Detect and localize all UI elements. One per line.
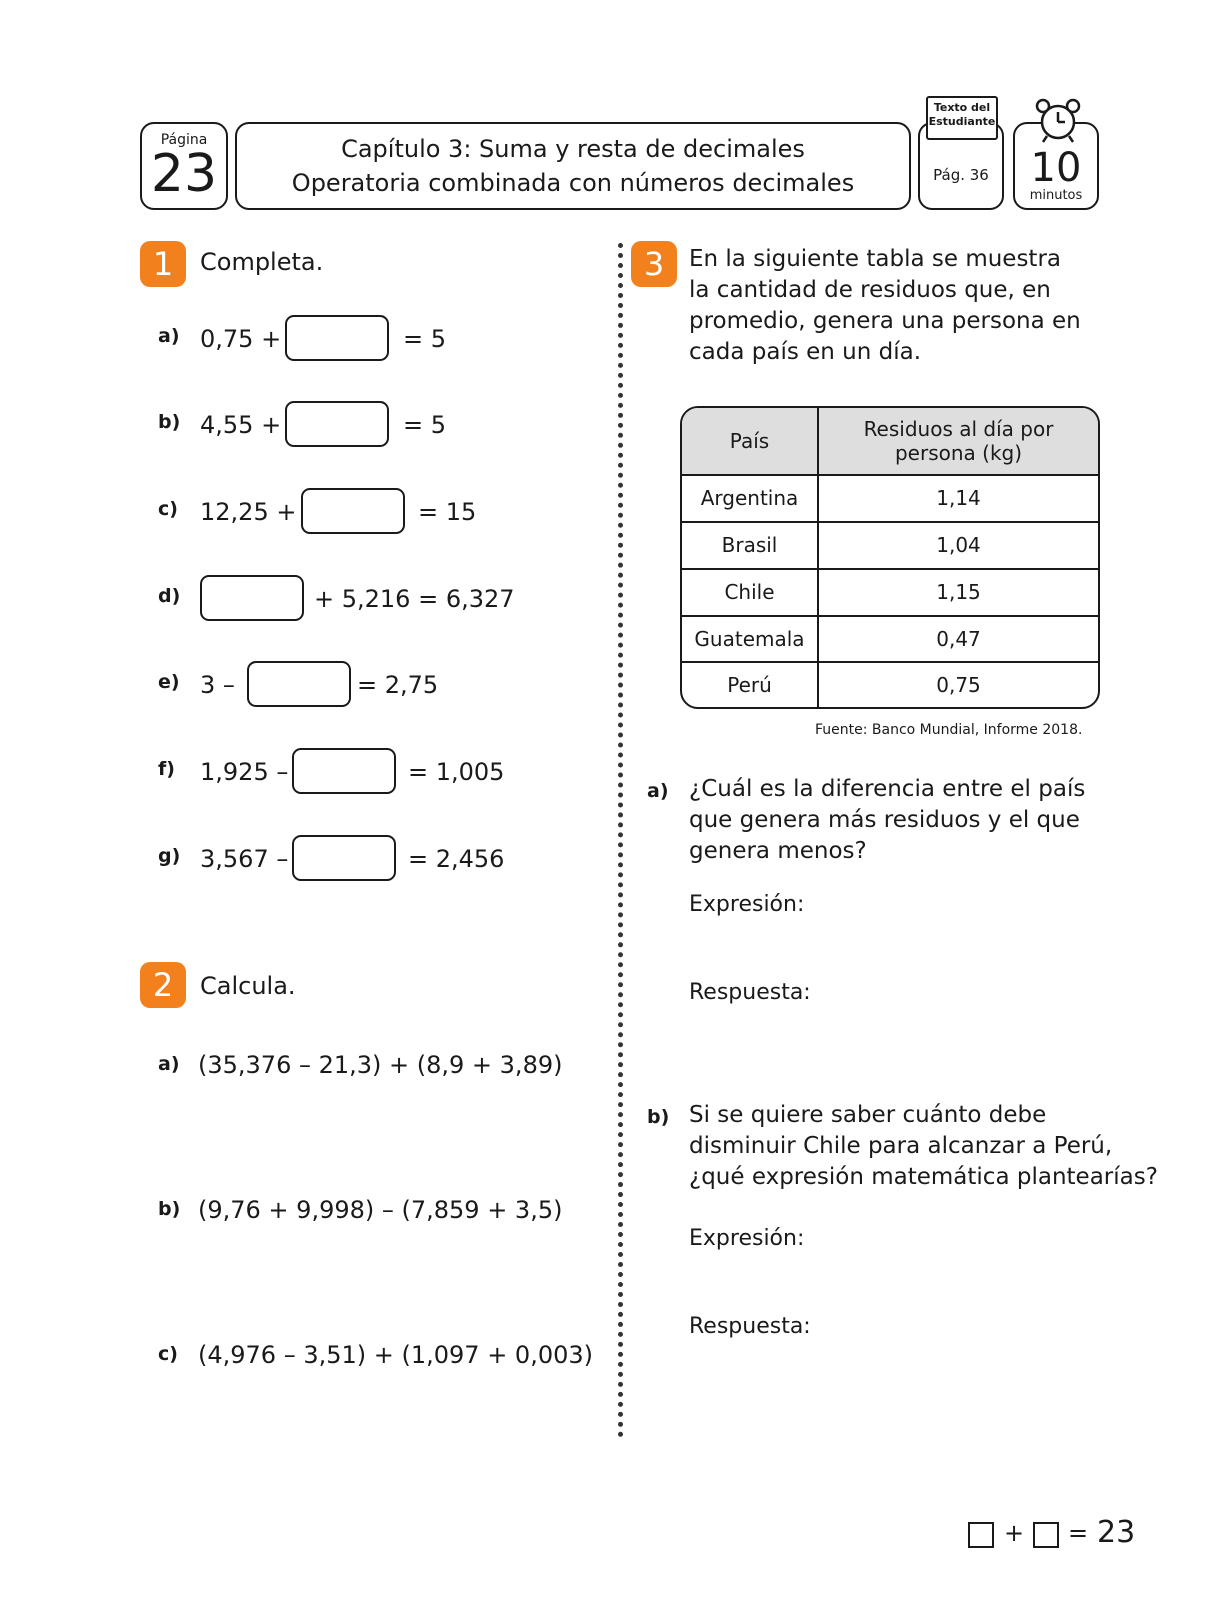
item-2c-label: c) — [158, 1343, 178, 1365]
book-page: Pág. 36 — [933, 166, 989, 184]
table-header-waste — [819, 408, 1098, 476]
item-3a-label: a) — [647, 780, 669, 802]
minutes-label: minutos — [1029, 188, 1083, 203]
table-cell-value: 0,47 — [819, 617, 1098, 664]
question-line: ¿Cuál es la diferencia entre el país — [689, 776, 1086, 802]
table-cell-value: 0,75 — [936, 673, 981, 698]
table-cell-value: 1,14 — [819, 476, 1098, 523]
item-2b-label: b) — [158, 1198, 181, 1220]
minutes-value: 10 — [1030, 145, 1082, 191]
table-header-waste-line1: Residuos al día por — [863, 417, 1054, 441]
item-1b-label: b) — [158, 411, 181, 433]
alarm-clock-icon — [1033, 98, 1083, 144]
answer-box-1f[interactable] — [292, 748, 396, 794]
table-cell-country: Brasil — [682, 523, 819, 570]
item-1g-left: 3,567 – — [200, 845, 289, 873]
item-2a-label: a) — [158, 1053, 180, 1075]
item-1b-right: = 5 — [403, 411, 447, 439]
item-1b-left: 4,55 + — [200, 411, 282, 439]
item-3a-answer-label: Respuesta: — [689, 980, 811, 1005]
time-box — [1013, 122, 1099, 210]
item-1d-right: + 5,216 = 6,327 — [314, 585, 515, 613]
item-1a-label: a) — [158, 325, 180, 347]
book-label-line2: Estudiante — [928, 115, 996, 128]
lesson-subtitle: Operatoria combinada con números decimales — [291, 169, 855, 197]
item-3b-answer-label: Respuesta: — [689, 1314, 811, 1339]
question-line: ¿qué expresión matemática plantearías? — [689, 1164, 1158, 1190]
answer-box-1g[interactable] — [292, 835, 396, 881]
question-line: genera menos? — [689, 838, 867, 864]
footer-page-number: 23 — [1097, 1515, 1136, 1550]
answer-box-1a[interactable] — [285, 315, 389, 361]
intro-line: cada país en un día. — [689, 339, 922, 365]
table-cell-value: 1,15 — [819, 570, 1098, 617]
exercise-1-title: Completa. — [200, 248, 324, 276]
page-number-box — [140, 122, 228, 210]
item-1a-left: 0,75 + — [200, 325, 282, 353]
exercise-3-intro — [689, 244, 1081, 368]
intro-line: promedio, genera una persona en — [689, 308, 1081, 334]
table-cell-country: Perú — [682, 663, 819, 707]
table-header-waste-line2: persona (kg) — [894, 441, 1023, 465]
item-2b-expression: (9,76 + 9,998) – (7,859 + 3,5) — [198, 1196, 563, 1224]
table-row — [682, 617, 1098, 664]
table-row — [682, 476, 1098, 523]
item-1g-label: g) — [158, 845, 181, 867]
exercise-1-badge: 1 — [140, 241, 186, 287]
exercise-3-badge: 3 — [631, 241, 677, 287]
table-header-country: País — [682, 408, 819, 476]
intro-line: En la siguiente tabla se muestra — [689, 246, 1061, 272]
waste-table — [680, 406, 1100, 709]
item-2a-expression: (35,376 – 21,3) + (8,9 + 3,89) — [198, 1051, 563, 1079]
footer-square-icon — [968, 1522, 994, 1548]
page-label: Página — [160, 132, 208, 148]
table-cell-country: Guatemala — [682, 617, 819, 664]
footer-square-icon — [1033, 1522, 1059, 1548]
intro-line: la cantidad de residuos que, en — [689, 277, 1051, 303]
exercise-2-badge: 2 — [140, 962, 186, 1008]
item-3b-label: b) — [647, 1106, 670, 1128]
question-line: disminuir Chile para alcanzar a Perú, — [689, 1133, 1113, 1159]
item-1f-label: f) — [158, 758, 175, 780]
item-1e-label: e) — [158, 671, 180, 693]
table-cell-country: Argentina — [682, 476, 819, 523]
item-1e-right: = 2,75 — [357, 671, 439, 699]
footer-equals: = — [1068, 1519, 1089, 1547]
answer-box-1e[interactable] — [247, 661, 351, 707]
chapter-title: Capítulo 3: Suma y resta de decimales — [341, 135, 805, 163]
item-1c-label: c) — [158, 498, 178, 520]
item-1f-right: = 1,005 — [408, 758, 505, 786]
table-row — [682, 663, 1098, 707]
table-cell-country: Chile — [682, 570, 819, 617]
item-1g-right: = 2,456 — [408, 845, 505, 873]
table-row — [682, 523, 1098, 570]
item-1c-left: 12,25 + — [200, 498, 297, 526]
textbook-reference-box — [918, 101, 1004, 210]
item-1a-right: = 5 — [403, 325, 447, 353]
table-source: Fuente: Banco Mundial, Informe 2018. — [815, 722, 1083, 738]
item-1d-label: d) — [158, 585, 181, 607]
item-3a-question — [689, 774, 1085, 867]
item-3b-question — [689, 1100, 1158, 1193]
answer-box-1c[interactable] — [301, 488, 405, 534]
question-line: que genera más residuos y el que — [689, 807, 1080, 833]
answer-box-1b[interactable] — [285, 401, 389, 447]
item-1f-left: 1,925 – — [200, 758, 289, 786]
chapter-title-box — [235, 122, 911, 210]
item-1c-right: = 15 — [418, 498, 477, 526]
item-2c-expression: (4,976 – 3,51) + (1,097 + 0,003) — [198, 1341, 594, 1369]
table-row — [682, 570, 1098, 617]
item-3b-expression-label: Expresión: — [689, 1226, 805, 1251]
book-icon — [926, 96, 998, 140]
item-3a-expression-label: Expresión: — [689, 892, 805, 917]
item-1e-left: 3 – — [200, 671, 235, 699]
book-label-line1: Texto del — [933, 101, 991, 114]
footer-plus: + — [1004, 1519, 1025, 1547]
answer-box-1d[interactable] — [200, 575, 304, 621]
question-line: Si se quiere saber cuánto debe — [689, 1102, 1047, 1128]
page-number: 23 — [150, 144, 218, 204]
column-divider — [618, 243, 623, 1438]
exercise-2-title: Calcula. — [200, 972, 296, 1000]
table-cell-value: 1,04 — [819, 523, 1098, 570]
